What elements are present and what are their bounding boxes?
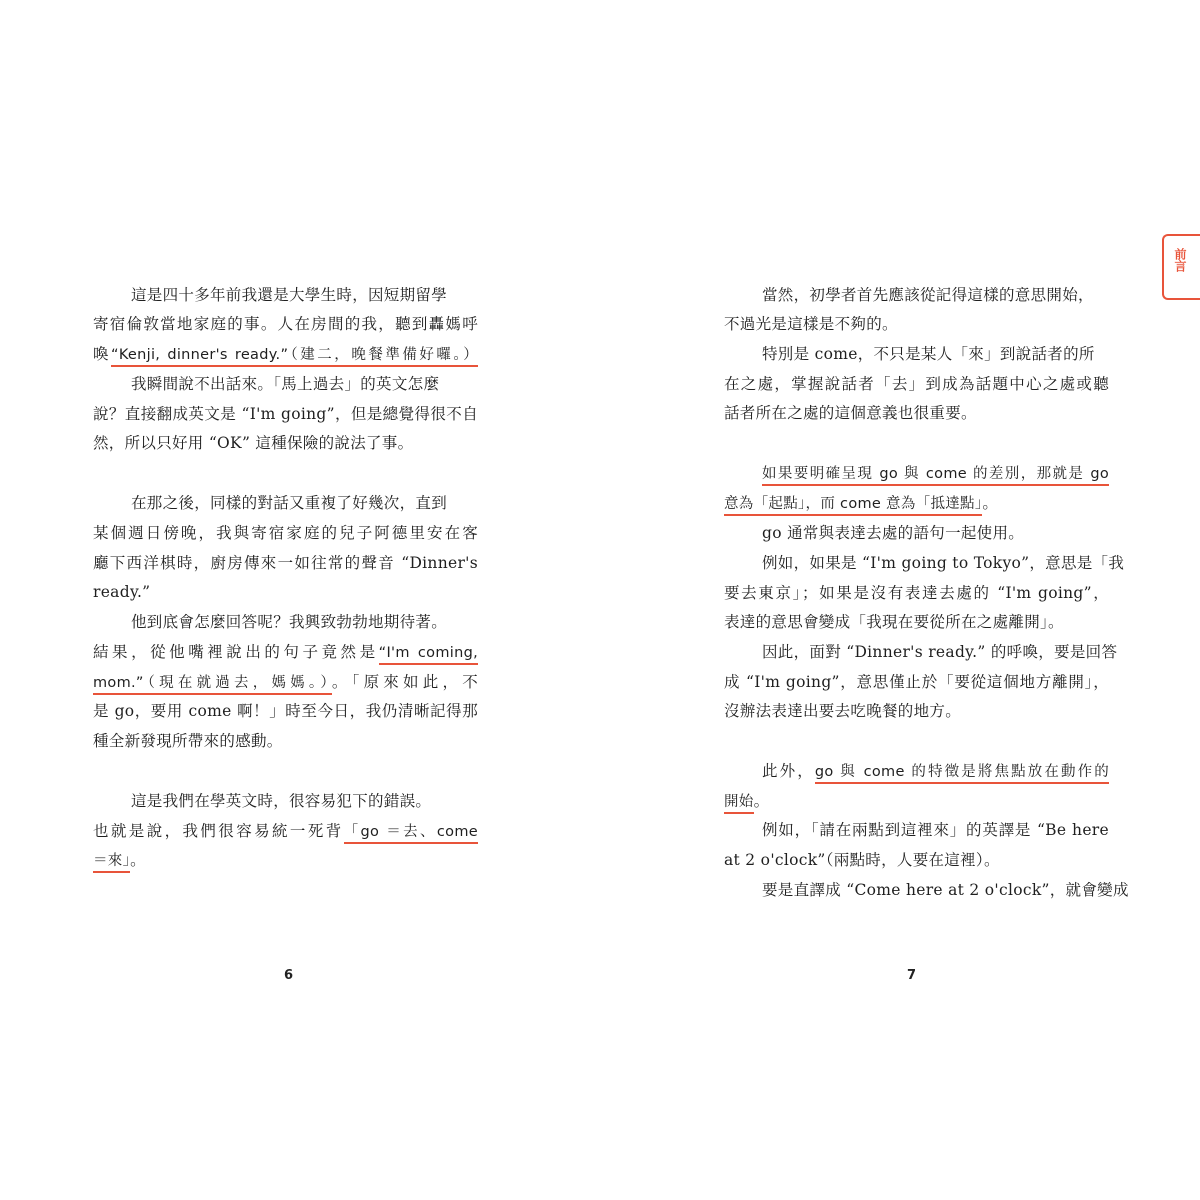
text-run: 當然，初學者首先應該從記得這樣的意思開始，: [762, 286, 1094, 304]
text-line: [762, 756, 1109, 786]
highlighted-phrase: 開始: [724, 794, 754, 814]
text-run: 話者所在之處的這個意義也很重要。: [724, 404, 977, 422]
highlighted-phrase: 「go ＝去、come: [344, 824, 478, 844]
page-number-right: 7: [907, 968, 917, 983]
text-line: [762, 875, 1129, 905]
text-line: [131, 607, 478, 637]
text-line: [93, 637, 478, 667]
text-line: [724, 696, 1109, 726]
chapter-tab-label: 前言: [1173, 248, 1187, 272]
text-run: ready.”: [93, 583, 151, 601]
highlighted-phrase: 意為「起點」，而 come 意為「抵達點」: [724, 496, 982, 516]
text-run: 因此，面對 “Dinner's ready.” 的呼喚，要是回答: [762, 643, 1118, 661]
text-line: [93, 309, 478, 339]
text-line: [93, 548, 478, 578]
text-line: [724, 398, 1109, 428]
text-line: [762, 548, 1125, 578]
highlighted-phrase: 如果要明確呈現 go 與 come 的差別，那就是 go: [762, 466, 1109, 486]
text-run: 廳下西洋棋時，廚房傳來一如往常的聲音 “Dinner's: [93, 554, 478, 572]
text-line: [762, 518, 1109, 548]
text-run: 此外，: [762, 762, 815, 780]
text-line: [762, 458, 1109, 488]
text-line: [724, 786, 1109, 816]
text-line: [131, 280, 478, 310]
text-run: 。: [982, 494, 999, 512]
text-line: [762, 637, 1118, 667]
text-run: 喚: [93, 345, 112, 363]
chapter-tab[interactable]: [1162, 234, 1200, 300]
text-line: [762, 280, 1109, 310]
page-number-left: 6: [284, 968, 294, 983]
text-run: 不過光是這樣是不夠的。: [724, 315, 898, 333]
text-run: 特別是 come，不只是某人「來」到說話者的所: [762, 345, 1095, 363]
text-run: 結果，從他嘴裡說出的句子竟然是: [93, 643, 379, 661]
text-run: go 通常與表達去處的語句一起使用。: [762, 524, 1025, 542]
highlighted-phrase: ＝來」: [93, 853, 130, 873]
text-line: [724, 845, 1109, 875]
text-line: [762, 339, 1109, 369]
text-run: 在之處，掌握說話者「去」到成為話題中心之處或聽: [724, 375, 1109, 393]
text-line: [724, 309, 1109, 339]
text-run: 要去東京」；如果是沒有表達去處的 “I'm going”，: [724, 584, 1109, 602]
text-run: 沒辦法表達出要去吃晚餐的地方。: [724, 702, 962, 720]
text-run: 是 go，要用 come 啊！」時至今日，我仍清晰記得那: [93, 702, 478, 720]
text-line: [93, 845, 478, 875]
text-line: [93, 577, 478, 607]
text-run: 某個週日傍晚，我與寄宿家庭的兒子阿德里安在客: [93, 524, 478, 542]
text-run: 例如，「請在兩點到這裡來」的英譯是 “Be here: [762, 821, 1109, 839]
text-line: [724, 578, 1109, 608]
text-line: [724, 667, 1109, 697]
text-run: at 2 o'clock”（兩點時，人要在這裡）。: [724, 851, 1000, 869]
text-line: [131, 488, 478, 518]
text-line: [93, 428, 478, 458]
text-run: 要是直譯成 “Come here at 2 o'clock”，就會變成: [762, 881, 1129, 899]
text-line: [724, 607, 1109, 637]
text-run: 。: [130, 851, 146, 869]
text-run: 例如，如果是 “I'm going to Tokyo”，意思是「我: [762, 554, 1125, 572]
highlighted-phrase: mom.”（現在就過去，媽媽。）: [93, 675, 332, 695]
text-run: 說？直接翻成英文是 “I'm going”，但是總覺得很不自: [93, 405, 478, 423]
text-run: 在那之後，同樣的對話又重複了好幾次，直到: [131, 494, 448, 512]
text-line: [93, 399, 478, 429]
text-run: 然，所以只好用 “OK” 這種保險的說法了事。: [93, 434, 414, 452]
text-line: [131, 369, 478, 399]
text-line: [131, 786, 478, 816]
text-run: 寄宿倫敦當地家庭的事。人在房間的我，聽到轟媽呼: [93, 315, 478, 333]
text-run: 成 “I'm going”，意思僅止於「要從這個地方離開」，: [724, 673, 1109, 691]
text-line: [93, 816, 478, 846]
text-run: 種全新發現所帶來的感動。: [93, 732, 283, 750]
text-run: 。: [753, 792, 770, 810]
text-line: [762, 815, 1109, 845]
text-line: [93, 518, 478, 548]
text-line: [93, 696, 478, 726]
text-line: [724, 488, 1109, 518]
text-run: 。「原來如此，不: [331, 673, 478, 691]
highlighted-phrase: “I'm coming,: [379, 645, 478, 665]
highlighted-phrase: “Kenji, dinner's ready.”（建二，晚餐準備好囉。）: [111, 347, 478, 367]
text-line: [724, 369, 1109, 399]
text-run: 表達的意思會變成「我現在要從所在之處離開」。: [724, 613, 1064, 631]
text-line: [93, 667, 478, 697]
highlighted-phrase: go 與 come 的特徵是將焦點放在動作的: [815, 764, 1109, 784]
text-run: 我瞬間說不出話來。「馬上過去」的英文怎麼: [131, 375, 440, 393]
text-run: 他到底會怎麼回答呢？我興致勃勃地期待著。: [131, 613, 448, 631]
text-run: 這是我們在學英文時，很容易犯下的錯誤。: [131, 792, 432, 810]
text-run: 也就是說，我們很容易統一死背: [93, 822, 344, 840]
text-run: 這是四十多年前我還是大學生時，因短期留學: [131, 286, 448, 304]
text-line: [93, 339, 478, 369]
text-line: [93, 726, 478, 756]
